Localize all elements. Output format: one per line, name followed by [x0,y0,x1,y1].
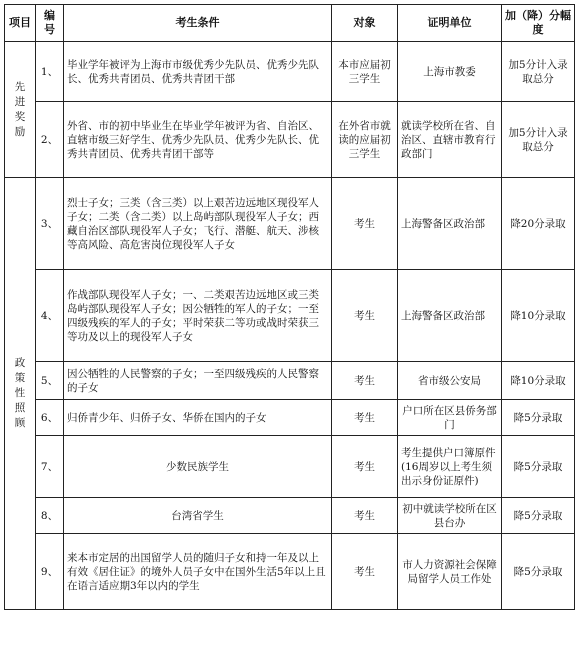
row-target: 本市应届初三学生 [332,42,398,102]
row-condition: 台湾省学生 [64,498,332,534]
row-bonus: 加5分计入录取总分 [502,42,575,102]
row-unit: 上海警备区政治部 [398,270,502,362]
row-target: 考生 [332,270,398,362]
row-number: 3、 [36,178,64,270]
row-condition: 外省、市的初中毕业生在毕业学年被评为省、自治区、直辖市级三好学生、优秀少先队员、优秀少先队长、优秀共青团员、优秀共青团干部等 [64,102,332,178]
row-number: 5、 [36,362,64,400]
row-target: 在外省市就读的应届初三学生 [332,102,398,178]
header-number: 编号 [36,5,64,42]
header-target: 对象 [332,5,398,42]
row-number: 4、 [36,270,64,362]
category-excellence: 先进奖励 [5,42,36,178]
row-bonus: 降5分录取 [502,436,575,498]
row-unit: 上海警备区政治部 [398,178,502,270]
row-unit: 省市级公安局 [398,362,502,400]
row-condition: 来本市定居的出国留学人员的随归子女和持一年及以上有效《居住证》的境外人员子女中在国外生活5年以上且在语言适应期3年以内的学生 [64,534,332,610]
row-bonus: 降10分录取 [502,362,575,400]
row-bonus: 加5分计入录取总分 [502,102,575,178]
row-number: 9、 [36,534,64,610]
row-unit: 考生提供户口簿原件(16周岁以上考生须出示身份证原件) [398,436,502,498]
table-row [5,178,575,270]
row-target: 考生 [332,178,398,270]
table-row [5,102,575,178]
row-unit: 就读学校所在省、自治区、直辖市教育行政部门 [398,102,502,178]
row-condition: 毕业学年被评为上海市市级优秀少先队员、优秀少先队长、优秀共青团员、优秀共青团干部 [64,42,332,102]
header-unit: 证明单位 [398,5,502,42]
row-condition: 归侨青少年、归侨子女、华侨在国内的子女 [64,400,332,436]
row-condition: 作战部队现役军人子女；一、二类艰苦边远地区或三类岛屿部队现役军人子女；因公牺牲的军人的子女；一至四级残疾的军人的子女；平时荣获二等功或战时荣获三等功及以上的现役军人子女 [64,270,332,362]
row-target: 考生 [332,400,398,436]
row-number: 6、 [36,400,64,436]
table-header-row [5,5,575,42]
header-category: 项目 [5,5,36,42]
row-condition: 少数民族学生 [64,436,332,498]
table-row [5,362,575,400]
row-number: 8、 [36,498,64,534]
row-target: 考生 [332,436,398,498]
row-target: 考生 [332,498,398,534]
policy-table [4,4,575,610]
table-row [5,436,575,498]
table-row [5,42,575,102]
header-bonus: 加（降）分幅度 [502,5,575,42]
row-bonus: 降5分录取 [502,498,575,534]
row-unit: 市人力资源社会保障局留学人员工作处 [398,534,502,610]
row-condition: 烈士子女；三类（含三类）以上艰苦边远地区现役军人子女；二类（含二类）以上岛屿部队现役军人子女；西藏自治区部队现役军人子女；飞行、潜艇、航天、涉核等高风险、高危害岗位现役军人子女 [64,178,332,270]
category-policy: 政策性照顾 [5,178,36,610]
row-target: 考生 [332,534,398,610]
table-row [5,534,575,610]
row-bonus: 降5分录取 [502,400,575,436]
row-unit: 上海市教委 [398,42,502,102]
row-bonus: 降20分录取 [502,178,575,270]
table-row [5,270,575,362]
table-row [5,400,575,436]
row-condition: 因公牺牲的人民警察的子女；一至四级残疾的人民警察的子女 [64,362,332,400]
row-bonus: 降5分录取 [502,534,575,610]
row-number: 1、 [36,42,64,102]
row-bonus: 降10分录取 [502,270,575,362]
row-number: 7、 [36,436,64,498]
row-number: 2、 [36,102,64,178]
header-condition: 考生条件 [64,5,332,42]
row-unit: 户口所在区县侨务部门 [398,400,502,436]
row-unit: 初中就读学校所在区县台办 [398,498,502,534]
row-target: 考生 [332,362,398,400]
table-row [5,498,575,534]
